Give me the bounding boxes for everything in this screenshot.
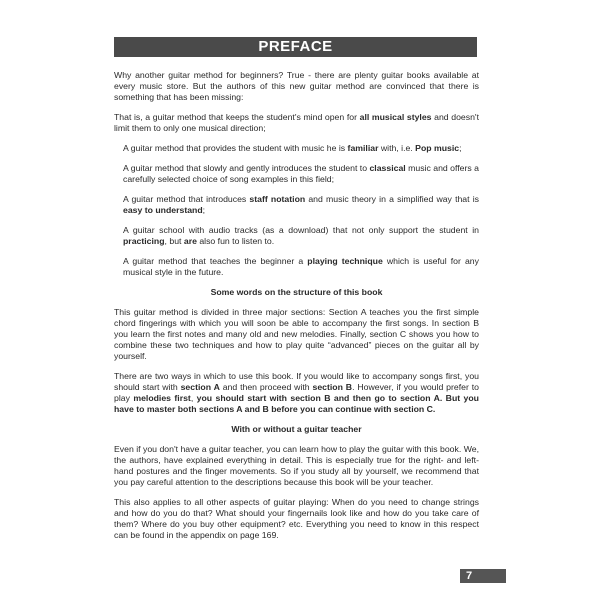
text: and then proceed with [219, 382, 313, 392]
section-heading: Some words on the structure of this book [210, 287, 383, 297]
preface-body [114, 70, 479, 550]
paragraph [114, 70, 479, 103]
text: This guitar method is divided in three major sections: Section A teaches you the first simple chord fingerings with which you will soon be able to accompany the first songs. In section B you learn the first notes and many old and new melodies. Finally, section C shows you how to combine these two techniques and how to play quite “advanced” pieces on the guitar all by yourself. [114, 307, 479, 361]
list-item [123, 225, 479, 247]
text: Even if you don't have a guitar teacher, you can learn how to play the guitar with this book. We, the authors, have explained everything in detail. This is especially true for the right- and left-hand postures and the finger movements. So if you study all by yourself, we recommend that you pay careful attention to the descriptions because this book will be your teacher. [114, 444, 479, 487]
bold-text: you should start with section B and then go to section A. But you have to master both sections A and B before you can continue with section C. [114, 393, 479, 414]
text: A guitar method that slowly and gently introduces the student to [123, 163, 370, 173]
bold-text: easy to understand [123, 205, 203, 215]
bold-text: all musical styles [359, 112, 432, 122]
list-item [123, 194, 479, 216]
text: A guitar method that introduces [123, 194, 250, 204]
page-number: 7 [460, 569, 506, 583]
section-heading: With or without a guitar teacher [231, 424, 362, 434]
text: There are two ways in which to use this book. If you would like to accompany songs first, you should start with [114, 371, 479, 392]
paragraph [114, 307, 479, 362]
text: ; [202, 205, 206, 215]
list-item [123, 143, 479, 154]
bold-text: section B [312, 382, 353, 392]
bold-text: playing technique [307, 256, 383, 266]
list-item [123, 256, 479, 278]
text: which is useful for any musical style in the future. [123, 256, 479, 277]
bold-text: are [183, 236, 197, 246]
bold-text: classical [369, 163, 406, 173]
paragraph [114, 497, 479, 541]
text: A guitar method that teaches the beginner a [123, 256, 308, 266]
list-item [123, 163, 479, 185]
text: A guitar method that provides the student with music he is [123, 143, 348, 153]
text: with, i.e. [378, 143, 416, 153]
page-title: PREFACE [114, 37, 477, 57]
text: That is, a guitar method that keeps the student's mind open for [114, 112, 360, 122]
text: also fun to listen to. [196, 236, 275, 246]
text: This also applies to all other aspects of guitar playing: When do you need to change strings and how do you do that? What should your fingernails look like and how do you take care of them? Where do you buy other equipment? etc. Everything you need to know in this respect can be found in the appendix on page 169. [114, 497, 479, 540]
paragraph [114, 112, 479, 134]
bold-text: section A [180, 382, 220, 392]
bold-text: Pop music [415, 143, 460, 153]
text: and music theory in a simplified way that is [305, 194, 479, 204]
bold-text: familiar [347, 143, 379, 153]
text: Why another guitar method for beginners? True - there are plenty guitar books available at every music store. But the authors of this new guitar method are convinced that there is something that has been missing: [114, 70, 479, 102]
text: ; [459, 143, 462, 153]
text: music and offers a carefully selected choice of song examples in this field; [123, 163, 479, 184]
bold-text: staff notation [249, 194, 306, 204]
text: and doesn't limit them to only one musical direction; [114, 112, 479, 133]
paragraph [114, 371, 479, 415]
text: A guitar school with audio tracks (as a download) that not only support the student in [123, 225, 479, 235]
text: . However, if you would prefer to play [114, 382, 479, 403]
bold-text: melodies first [133, 393, 191, 403]
bold-text: practicing [123, 236, 165, 246]
paragraph [114, 444, 479, 488]
text: , but [164, 236, 184, 246]
text: , [190, 393, 197, 403]
